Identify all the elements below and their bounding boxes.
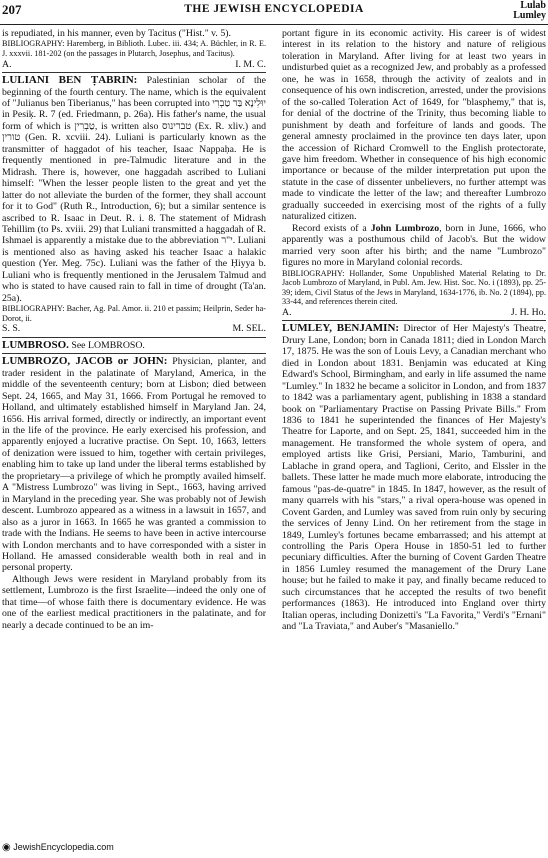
- contributor-code: A.: [282, 306, 292, 318]
- article-luliani: [2, 75, 266, 304]
- contributor-code: A.: [2, 58, 12, 70]
- article-divider: [2, 353, 266, 354]
- catchwords: [513, 1, 546, 21]
- contributor-code: S. S.: [2, 323, 21, 335]
- right-column: [282, 28, 546, 836]
- headword: LULIANI BEN ṬABRIN:: [2, 74, 138, 87]
- text-paragraph: Although Jews were resident in Maryland probably from its settlement, Lumbrozo is the first Israelite—indeed the only one of that time—of whose faith there is documentary evidence. He was one of the earliest medical practitioners in the palatinate, and for nearly a decade continued to be an im-: [2, 573, 266, 631]
- article-body: Palestinian scholar of the beginning of the fourth century. The name, which is the equivalent of "Julianus ben Tiberianus," has been corrupted into יוּלִינָא בַּר טַבְרִי in Pesiḳ. R. 7 (ed. Friedmann, p. 26a). His father's name, the usual form of which is טַבְרִין, is written also טברינוס (Ex. R. xliv.) and טורין (Gen. R. xcviii. 24). Luliani is particularly known as the transmitter of haggadot of his teacher, Isaac Nappaḥa. He is frequently mentioned in pre-Talmudic literature and in the Midrash. There is, however, one haggadah ascribed to Luliani himself: "When the lesser people listen to the great and yet the latter do not alleviate the burden of the former, they shall account for it to God" (Ruth R., Introduction, 6); but a similar sentence is ascribed to R. Isaac in Deut. R. i. 8. The statement of Midrash Tehillim (to Ps. xviii. 29) that Luliani transmitted a haggadah of R. Ishmael is apparently a mistake due to the abbreviation י"ר. Luliani is mentioned also as having asked his teacher Isaac a halakic question (Yer. Meg. 75c). Luliani was the father of the Ḥiyya b. Luliani who is frequently mentioned in the Jerusalem Talmud and who is stated to have caused rain to fall in time of drought (Ta'an. 25a).: [2, 75, 266, 304]
- text-run: , born in June, 1666, who apparently was a posthumous child of Jacob's. But the widow married very soon after his birth; and the name "Lumbrozo" figures no more in Maryland colonial records.: [282, 222, 546, 269]
- article-divider: [2, 337, 266, 338]
- article-divider: [2, 72, 266, 73]
- site-footer[interactable]: [2, 842, 114, 853]
- article-lumbrozo: [2, 356, 266, 574]
- left-column: [2, 28, 266, 836]
- text-run: Record exists of a: [292, 222, 371, 234]
- catchword-last: Lumley: [513, 10, 546, 21]
- text-paragraph: portant figure in its economic activity. His career is of widest interest in its relation to the history and nature of religious toleration in Maryland. After living for at least two years in undisturbed quiet as a recognized Jew, and probably as a professed one, he was in 1658, through the activity of zealots and in consequence of his own indiscretion, arrested, under the provisions of the so-called Toleration Act of 1649, for "blasphemy," that is, for denial of the doctrine of the Trinity, thus becoming liable to punishment by death and forfeiture of lands and goods. The general amnesty proclaimed in the province ten days later, upon the accession of Richard Cromwell to the English protectorate, gave him freedom. Whether in consequence of his high economic importance or because of the milder interpretation put upon the statute in the case of dissenter unbelievers, no further attempt was made to vindicate the letter of the law; and thereafter Lumbrozo gradually succeeded in exercising most of the rights of a fully naturalized citizen.: [282, 28, 546, 223]
- article-body: See LOMBROSO.: [68, 339, 145, 351]
- signature-line: [282, 307, 546, 318]
- signature-line: [2, 323, 266, 334]
- page-number: 207: [2, 2, 22, 17]
- article-body: Physician, planter, and trader resident in the palatinate of Maryland, America, in the middle of the seventeenth century; born at Lisbon; died between Sept. 24, 1665, and May 31, 1666. From Portugal he removed to Holland, and ultimately established himself in Maryland Jan. 24, 1656. His arrival formed, directly or indirectly, an important event in the life of the province. He early exercised his profession, and apparently enjoyed a lucrative practise. On Sept. 10, 1663, letters of denization were issued to him, together with certain privileges, enabling him to take up land under the liberal terms established by the proprietary—a privilege of which he promptly availed himself. A "Mistress Lumbrozo" was living in Sept., 1663, having arrived in Maryland in the preceding year. She was probably not of Jewish descent. Lumbrozo appeared as a witness in a lawsuit in 1657, and also as a juror in 1663. In 1665 he was granted a commission to trade with the Indians. He seems to have been in active intercourse with London merchants and to have corresponded with a sister in Holland. He amassed considerable wealth both in real and in personal property.: [2, 356, 266, 574]
- article-lumbroso: [2, 340, 266, 351]
- headword: LUMBROSO.: [2, 338, 69, 351]
- globe-icon: ◉: [2, 842, 11, 853]
- running-head: THE JEWISH ENCYCLOPEDIA: [184, 3, 364, 15]
- text-paragraph: [282, 223, 546, 269]
- text-paragraph: is repudiated, in his manner, even by Tacitus ("Hist." v. 5).: [2, 28, 231, 39]
- article-body: Director of Her Majesty's Theatre, Drury Lane, London; born in Canada 1811; died in London March 17, 1875. He was the son of Louis Levy, a Canadian merchant who died in London about 1831. Benjamin was educated at King Edward's School, Birmingham, and early in life assumed the name "Lumley." In 1832 he became a solicitor in London, and from 1837 to 1842 was a parliamentary agent, publishing in 1838 a standard book on "Parliamentary Practise on Passing Private Bills." From 1836 to 1841 he superintended the finances of Her Majesty's Theatre for Laporte, and on Sept. 25, 1841, succeeded him in the management. He transformed the whole system of opera, and employed artists like Grisi, Persiani, Mario, Tamburini, and Lablache in grand opera, and Taglioni, Cerito, and Elssler in the ballets. These latter he made much more elaborate, introducing the famous "pas-de-quatre" in 1845. In 1847, however, as the result of many quarrels with his "stars," a rival opera-house was opened in Covent Garden, and Lumley was saved from ruin only by securing the services of Jenny Lind. On her retirement from the stage in 1849, Lumley's fortunes became embarrassed; and his attempt at controlling the Paris Opera House in 1850-51 led to further pecuniary difficulties. After the burning of Covent Garden Theatre in 1856 Lumley resumed the management of the Drury Lane house; but he failed to make it pay, and finally became reduced to such circumstances that he accepted the results of two benefit performances (1863). He introduced into England over thirty Italian operas, including Donizetti's "La Favorita," Verdi's "Ernani" and "La Traviata," and Auber's "Masaniello.": [282, 323, 546, 633]
- contributor-initials: M. SEL.: [232, 323, 266, 335]
- footer-link[interactable]: JewishEncyclopedia.com: [13, 842, 114, 852]
- signature-line: [2, 59, 266, 70]
- headword: LUMBROZO, JACOB or JOHN:: [2, 355, 168, 368]
- contributor-initials: I. M. C.: [235, 58, 266, 70]
- bibliography: BIBLIOGRAPHY: Bacher, Ag. Pal. Amor. ii. 210 et passim; Heilprin, Seder ha-Dorot, ii.: [2, 304, 266, 323]
- bibliography: BIBLIOGRAPHY: Hollander, Some Unpublished Material Relating to Dr. Jacob Lumbrozo of Maryland, in Publ. Am. Jew. Hist. Soc. No. i (1893), pp. 25-39; idem, Civil Status of the Jews in Maryland, 1634-1776, ib. No. 2 (1894), pp. 33-44, and references therein cited.: [282, 268, 546, 307]
- headword: LUMLEY, BENJAMIN:: [282, 322, 400, 335]
- contributor-initials: J. H. Ho.: [510, 306, 546, 318]
- article-divider: [282, 320, 546, 321]
- catchword-first: Lulab: [520, 0, 546, 11]
- page-header: [0, 0, 548, 25]
- article-lumley: [282, 323, 546, 632]
- bibliography: BIBLIOGRAPHY: Haremberg, in Biblioth. Lubec. iii. 434; A. Büchler, in R. E. J. xxxvii. 181-202 (on the passages in Plutarch, Josephus, and Tacitus).: [2, 39, 266, 59]
- bold-name: John Lumbrozo: [370, 222, 440, 234]
